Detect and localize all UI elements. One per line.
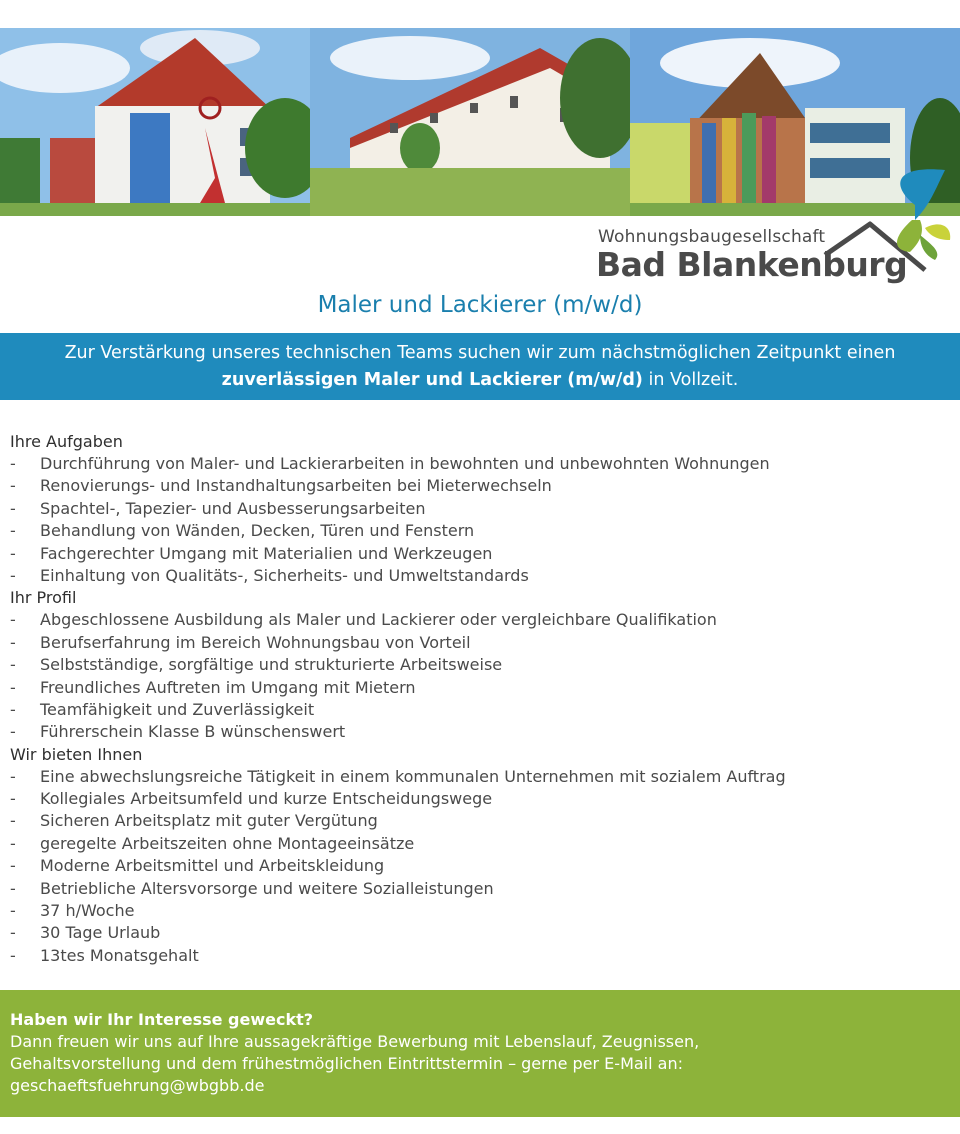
list-item-text: Spachtel-, Tapezier- und Ausbesserungsarbeiten	[40, 498, 426, 518]
footer-email[interactable]: geschaeftsfuehrung@wbgbb.de	[10, 1076, 265, 1095]
list-item-text: Behandlung von Wänden, Decken, Türen und Fenstern	[40, 521, 475, 541]
list-item-text: Einhaltung von Qualitäts-, Sicherheits- und Umweltstandards	[40, 565, 529, 585]
bullet-dash: -	[10, 699, 16, 719]
list-item	[10, 699, 950, 721]
footer-line-2: Gehaltsvorstellung und dem frühestmöglichen Eintrittstermin – gerne per E-Mail an:	[10, 1054, 683, 1073]
list-item	[10, 810, 950, 832]
bullet-dash: -	[10, 521, 16, 541]
bullet-dash: -	[10, 677, 16, 697]
benefits-list	[10, 766, 950, 968]
list-item	[10, 766, 950, 788]
list-item	[10, 475, 950, 497]
intro-line-1: Zur Verstärkung unseres technischen Teams suchen wir zum nächstmöglichen Zeitpunkt einen	[64, 343, 896, 363]
list-item	[10, 565, 950, 587]
bullet-dash: -	[10, 878, 16, 898]
intro-position-bold: zuverlässigen Maler und Lackierer (m/w/d)	[221, 370, 643, 390]
job-title: Maler und Lackierer (m/w/d)	[317, 292, 643, 318]
section-aufgaben	[10, 431, 950, 587]
list-item	[10, 632, 950, 654]
bullet-dash: -	[10, 610, 16, 630]
section-heading: Ihre Aufgaben	[10, 432, 123, 451]
bullet-dash: -	[10, 543, 16, 563]
bullet-dash: -	[10, 945, 16, 965]
task-list	[10, 453, 950, 587]
photo-mural-building	[0, 28, 310, 216]
footer-heading: Haben wir Ihr Interesse geweckt?	[10, 1010, 314, 1029]
list-item	[10, 543, 950, 565]
profile-list	[10, 609, 950, 743]
bullet-dash: -	[10, 811, 16, 831]
list-item-text: Kollegiales Arbeitsumfeld und kurze Entscheidungswege	[40, 789, 493, 809]
photo-residential-block	[310, 28, 630, 216]
bullet-dash: -	[10, 901, 16, 921]
application-footer	[0, 990, 960, 1117]
list-item-text: Teamfähigkeit und Zuverlässigkeit	[40, 699, 315, 719]
section-heading: Ihr Profil	[10, 588, 77, 608]
list-item-text: Moderne Arbeitsmittel und Arbeitskleidung	[40, 856, 385, 876]
list-item-text: 13tes Monatsgehalt	[40, 945, 199, 965]
list-item	[10, 855, 950, 877]
footer-line-1: Dann freuen wir uns auf Ihre aussagekräftige Bewerbung mit Lebenslauf, Zeugnissen,	[10, 1032, 700, 1051]
list-item	[10, 677, 950, 699]
bullet-dash: -	[10, 476, 16, 496]
list-item-text: Durchführung von Maler- und Lackierarbeiten in bewohnten und unbewohnten Wohnungen	[40, 454, 770, 473]
bullet-dash: -	[10, 722, 16, 742]
company-logo	[590, 160, 960, 295]
list-item-text: 30 Tage Urlaub	[40, 923, 161, 943]
bullet-dash: -	[10, 655, 16, 675]
list-item	[10, 878, 950, 900]
list-item-text: Freundliches Auftreten im Umgang mit Mietern	[40, 677, 416, 697]
bullet-dash: -	[10, 833, 16, 853]
list-item-text: Sicheren Arbeitsplatz mit guter Vergütung	[40, 811, 378, 831]
list-item	[10, 453, 950, 475]
logo-company-name: Bad Blankenburg	[596, 245, 908, 284]
bullet-dash: -	[10, 498, 16, 518]
section-profil	[10, 587, 950, 743]
list-item-text: Fachgerechter Umgang mit Materialien und Werkzeugen	[40, 543, 493, 563]
section-heading: Wir bieten Ihnen	[10, 744, 143, 764]
list-item-text: Renovierungs- und Instandhaltungsarbeiten bei Mieterwechseln	[40, 476, 552, 496]
list-item	[10, 498, 950, 520]
list-item-text: Selbstständige, sorgfältige und strukturierte Arbeitsweise	[40, 655, 503, 675]
bullet-dash: -	[10, 923, 16, 943]
intro-line-2	[0, 367, 960, 394]
list-item	[10, 654, 950, 676]
job-details	[10, 431, 950, 967]
list-item	[10, 945, 950, 967]
bullet-dash: -	[10, 766, 16, 786]
list-item	[10, 922, 950, 944]
logo-company-type: Wohnungsbaugesellschaft	[598, 227, 826, 247]
bullet-dash: -	[10, 565, 16, 585]
list-item-text: Betriebliche Altersvorsorge und weitere Sozialleistungen	[40, 878, 494, 898]
bullet-dash: -	[10, 789, 16, 809]
bullet-dash: -	[10, 632, 16, 652]
section-bieten	[10, 744, 950, 968]
list-item-text: Berufserfahrung im Bereich Wohnungsbau von Vorteil	[40, 632, 471, 652]
bullet-dash: -	[10, 856, 16, 876]
list-item	[10, 609, 950, 631]
list-item-text: 37 h/Woche	[40, 901, 135, 921]
intro-position-rest: in Vollzeit.	[642, 370, 739, 390]
list-item	[10, 788, 950, 810]
list-item	[10, 833, 950, 855]
bullet-dash: -	[10, 454, 16, 473]
list-item-text: Abgeschlossene Ausbildung als Maler und Lackierer oder vergleichbare Qualifikation	[40, 610, 717, 630]
list-item-text: Führerschein Klasse B wünschenswert	[40, 722, 346, 742]
list-item-text: geregelte Arbeitszeiten ohne Montageeinsätze	[40, 833, 415, 853]
list-item	[10, 900, 950, 922]
list-item-text: Eine abwechslungsreiche Tätigkeit in einem kommunalen Unternehmen mit sozialem Auftrag	[40, 766, 786, 786]
list-item	[10, 520, 950, 542]
list-item	[10, 721, 950, 743]
intro-banner	[0, 333, 960, 400]
